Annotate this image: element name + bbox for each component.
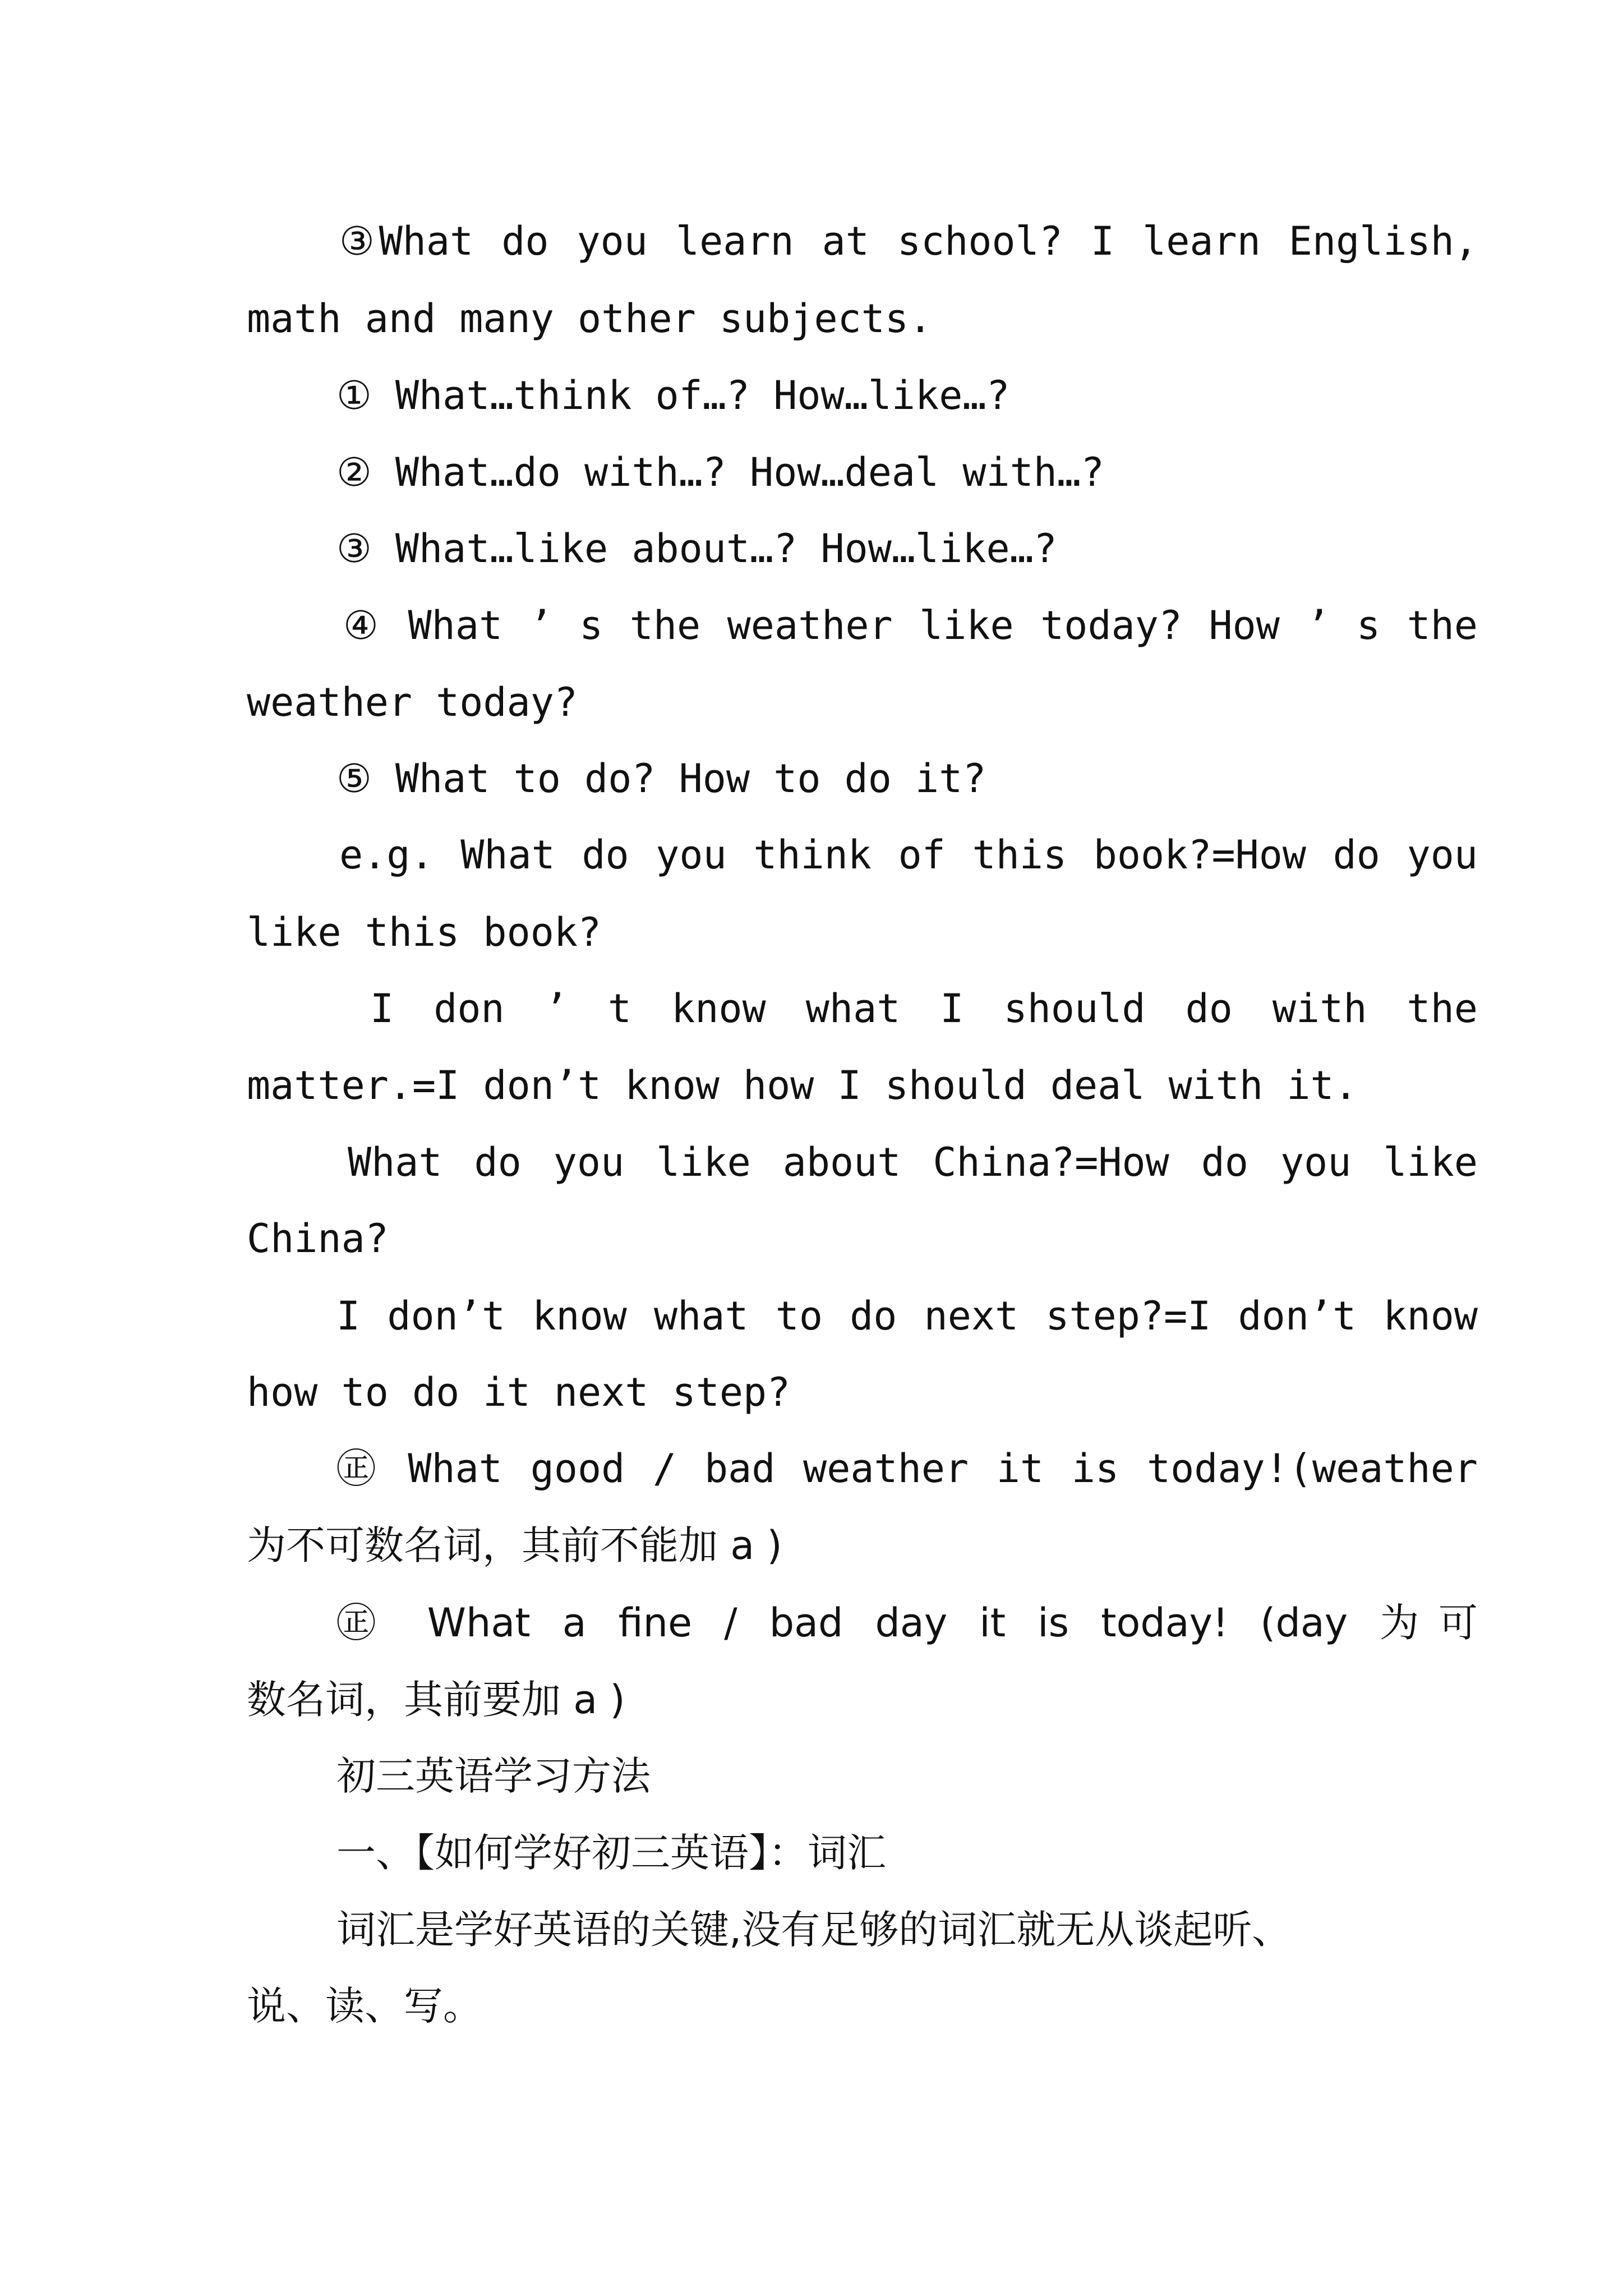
text-line: ② What…do with…? How…deal with…?: [336, 449, 1105, 495]
text-line: ③ What…like about…? How…like…?: [336, 526, 1057, 572]
text-line: I don ’ t know what I should do with the: [370, 986, 1478, 1032]
text-line: math and many other subjects.: [247, 296, 933, 342]
text-line: I don’t know what to do next step?=I don’t know: [336, 1293, 1478, 1339]
text-line: how to do it next step?: [247, 1369, 791, 1415]
text-line: 词汇是学好英语的关键,没有足够的词汇就无从谈起听、: [336, 1907, 1292, 1953]
text-line: 一、【如何学好初三英语】：词汇: [336, 1830, 886, 1876]
text-line: ⑤ What to do? How to do it?: [336, 756, 986, 802]
text-line: 说、读、写。: [247, 1983, 482, 2029]
text-line: ④ What ’ s the weather like today? How ’ s the: [343, 602, 1478, 648]
text-line: e.g. What do you think of this book?=How do you: [339, 832, 1478, 878]
text-line: weather today?: [247, 679, 578, 725]
text-line: What do you like about China?=How do you like: [348, 1139, 1478, 1185]
text-line: ㊣ What a fine / bad day it is today! (day 为可: [336, 1600, 1478, 1646]
text-line: matter.=I don’t know how I should deal with it.: [247, 1062, 1358, 1108]
text-line: China?: [247, 1216, 389, 1262]
text-line: ① What…think of…? How…like…?: [336, 372, 1010, 418]
text-line: 数名词，其前要加 a ): [247, 1677, 625, 1723]
text-line: like this book?: [247, 909, 602, 955]
text-line: 为不可数名词，其前不能加 a ): [247, 1522, 782, 1568]
text-line: 初三英语学习方法: [336, 1753, 651, 1799]
text-line: ③What do you learn at school? I learn English,: [339, 218, 1478, 264]
text-line: ㊣ What good / bad weather it is today!(weather: [336, 1446, 1478, 1492]
